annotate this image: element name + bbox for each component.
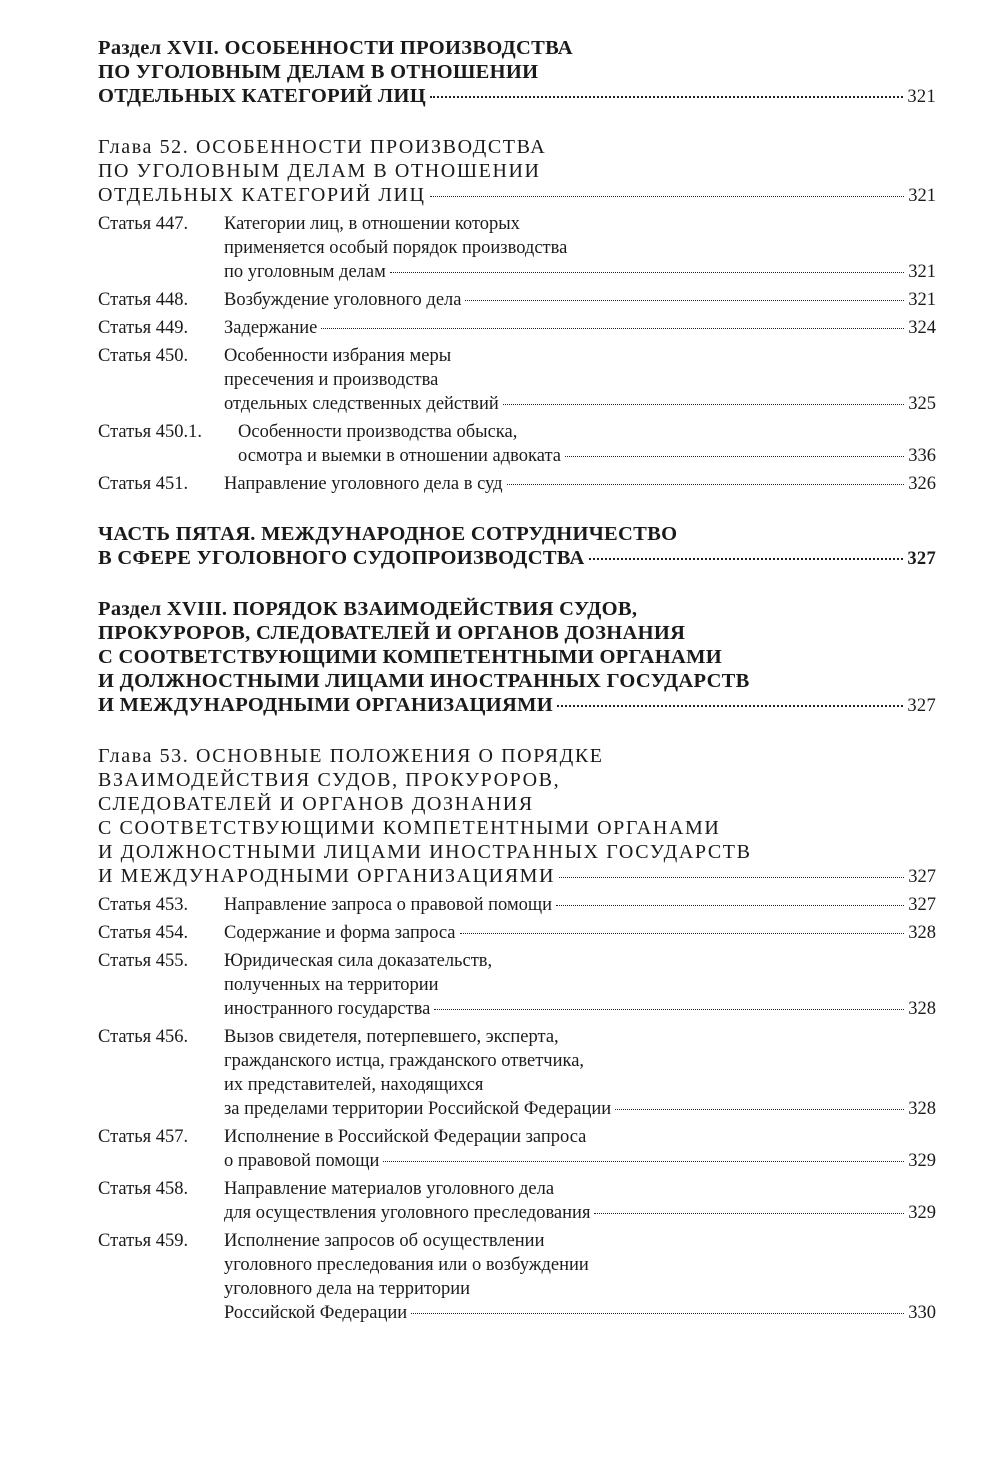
entry-title-line: Содержание и форма запроса bbox=[224, 923, 456, 943]
toc-line bbox=[98, 669, 936, 693]
dot-leader bbox=[430, 96, 903, 98]
entry-title-line: уголовного дела на территории bbox=[224, 1279, 471, 1299]
entry-title-line: ПО УГОЛОВНЫМ ДЕЛАМ В ОТНОШЕНИИ bbox=[98, 160, 541, 182]
page-number: 325 bbox=[908, 394, 936, 414]
page-number: 321 bbox=[908, 186, 936, 206]
article-number: Статья 458. bbox=[98, 1179, 189, 1199]
entry-title-line: осмотра и выемки в отношении адвоката bbox=[238, 446, 561, 466]
toc-article-entry[interactable] bbox=[98, 1229, 936, 1325]
toc-line bbox=[98, 921, 936, 945]
toc-line bbox=[98, 1125, 936, 1149]
article-number: Статья 448. bbox=[98, 290, 189, 310]
page-number: 329 bbox=[908, 1151, 936, 1171]
spacer bbox=[98, 496, 936, 522]
toc-line bbox=[98, 60, 936, 84]
page-number: 336 bbox=[908, 446, 936, 466]
dot-leader bbox=[559, 877, 904, 878]
toc-line bbox=[98, 597, 936, 621]
entry-title-line: И МЕЖДУНАРОДНЫМИ ОРГАНИЗАЦИЯМИ bbox=[98, 694, 554, 716]
toc-chapter-heading[interactable] bbox=[98, 135, 936, 208]
dot-leader bbox=[460, 933, 905, 934]
dot-leader bbox=[430, 196, 905, 197]
entry-title-line: ПРОКУРОРОВ, СЛЕДОВАТЕЛЕЙ И ОРГАНОВ ДОЗНАНИЯ bbox=[98, 622, 686, 644]
entry-title-line: их представителей, находящихся bbox=[224, 1075, 484, 1095]
entry-title-line: пресечения и производства bbox=[224, 370, 439, 390]
entry-title-line: Юридическая сила доказательств, bbox=[224, 951, 493, 971]
toc-section-heading[interactable] bbox=[98, 36, 936, 109]
toc-line bbox=[98, 744, 936, 768]
dot-leader bbox=[565, 456, 904, 457]
entry-title-line: гражданского истца, гражданского ответчика, bbox=[224, 1051, 585, 1071]
entry-title-line: Направление материалов уголовного дела bbox=[224, 1179, 555, 1199]
page-number: 329 bbox=[908, 1203, 936, 1223]
toc-line bbox=[98, 893, 936, 917]
toc-line bbox=[98, 1201, 936, 1225]
entry-title-line: С СООТВЕТСТВУЮЩИМИ КОМПЕТЕНТНЫМИ ОРГАНАМИ bbox=[98, 646, 722, 668]
toc-line bbox=[98, 368, 936, 392]
toc-article-entry[interactable] bbox=[98, 316, 936, 340]
entry-title-line: И ДОЛЖНОСТНЫМИ ЛИЦАМИ ИНОСТРАННЫХ ГОСУДАРСТВ bbox=[98, 670, 750, 692]
toc-line bbox=[98, 816, 936, 840]
entry-title-line: С СООТВЕТСТВУЮЩИМИ КОМПЕТЕНТНЫМИ ОРГАНАМИ bbox=[98, 817, 721, 839]
entry-title-line: о правовой помощи bbox=[224, 1151, 380, 1171]
entry-title-line: Категории лиц, в отношении которых bbox=[224, 214, 520, 234]
entry-title-line: Задержание bbox=[224, 318, 318, 338]
entry-title-line: отдельных следственных действий bbox=[224, 394, 499, 414]
toc-chapter-heading[interactable] bbox=[98, 744, 936, 889]
toc-part-heading[interactable] bbox=[98, 522, 936, 571]
entry-title-line: применяется особый порядок производства bbox=[224, 238, 568, 258]
page-number: 321 bbox=[908, 290, 936, 310]
toc-line bbox=[98, 864, 936, 889]
toc-line bbox=[98, 344, 936, 368]
dot-leader bbox=[434, 1009, 904, 1010]
entry-title-line: Исполнение запросов об осуществлении bbox=[224, 1231, 545, 1251]
toc-line bbox=[98, 1229, 936, 1253]
toc-line bbox=[98, 949, 936, 973]
toc-line bbox=[98, 444, 936, 468]
page-number: 321 bbox=[907, 87, 936, 107]
page-number: 328 bbox=[908, 999, 936, 1019]
toc-line bbox=[98, 420, 936, 444]
toc-line bbox=[98, 792, 936, 816]
dot-leader bbox=[556, 905, 904, 906]
entry-title-line: Исполнение в Российской Федерации запроса bbox=[224, 1127, 587, 1147]
toc-line bbox=[98, 768, 936, 792]
article-number: Статья 455. bbox=[98, 951, 189, 971]
toc-article-entry[interactable] bbox=[98, 288, 936, 312]
entry-title-line: ВЗАИМОДЕЙСТВИЯ СУДОВ, ПРОКУРОРОВ, bbox=[98, 769, 561, 791]
article-number: Статья 449. bbox=[98, 318, 189, 338]
entry-title-line: Раздел XVIII. ПОРЯДОК ВЗАИМОДЕЙСТВИЯ СУДОВ, bbox=[98, 598, 638, 620]
toc-line bbox=[98, 1049, 936, 1073]
toc-line bbox=[98, 621, 936, 645]
page-number: 328 bbox=[908, 923, 936, 943]
article-number: Статья 453. bbox=[98, 895, 189, 915]
toc-line bbox=[98, 236, 936, 260]
article-number: Статья 450. bbox=[98, 346, 189, 366]
toc-line bbox=[98, 522, 936, 546]
toc-line bbox=[98, 159, 936, 183]
page-number: 321 bbox=[908, 262, 936, 282]
toc-line bbox=[98, 135, 936, 159]
entry-title-line: Раздел XVII. ОСОБЕННОСТИ ПРОИЗВОДСТВА bbox=[98, 37, 573, 59]
dot-leader bbox=[503, 404, 904, 405]
toc-line bbox=[98, 183, 936, 208]
toc-line bbox=[98, 693, 936, 718]
entry-title-line: полученных на территории bbox=[224, 975, 439, 995]
toc-article-entry[interactable] bbox=[98, 472, 936, 496]
dot-leader bbox=[615, 1109, 904, 1110]
entry-title-line: В СФЕРЕ УГОЛОВНОГО СУДОПРОИЗВОДСТВА bbox=[98, 547, 585, 569]
dot-leader bbox=[411, 1313, 904, 1314]
entry-title-line: Особенности избрания меры bbox=[224, 346, 452, 366]
article-number: Статья 459. bbox=[98, 1231, 189, 1251]
spacer bbox=[98, 718, 936, 744]
entry-title-line: ОТДЕЛЬНЫХ КАТЕГОРИЙ ЛИЦ bbox=[98, 85, 426, 107]
article-number: Статья 457. bbox=[98, 1127, 189, 1147]
dot-leader bbox=[594, 1213, 904, 1214]
toc-line bbox=[98, 288, 936, 312]
toc-line bbox=[98, 1277, 936, 1301]
toc-section-heading[interactable] bbox=[98, 597, 936, 718]
entry-title-line: иностранного государства bbox=[224, 999, 431, 1019]
dot-leader bbox=[465, 300, 904, 301]
dot-leader bbox=[507, 484, 905, 485]
article-number: Статья 451. bbox=[98, 474, 189, 494]
toc-line bbox=[98, 260, 936, 284]
entry-title-line: по уголовным делам bbox=[224, 262, 386, 282]
toc-line bbox=[98, 212, 936, 236]
page-number: 327 bbox=[907, 696, 936, 716]
toc-article-entry[interactable] bbox=[98, 893, 936, 917]
dot-leader bbox=[321, 328, 904, 329]
entry-title-line: Вызов свидетеля, потерпевшего, эксперта, bbox=[224, 1027, 559, 1047]
toc-line bbox=[98, 645, 936, 669]
page-number: 324 bbox=[908, 318, 936, 338]
toc-article-entry[interactable] bbox=[98, 921, 936, 945]
toc-line bbox=[98, 546, 936, 571]
toc-line bbox=[98, 392, 936, 416]
dot-leader bbox=[589, 558, 904, 560]
entry-title-line: Особенности производства обыска, bbox=[238, 422, 518, 442]
toc-line bbox=[98, 1253, 936, 1277]
entry-title-line: ОТДЕЛЬНЫХ КАТЕГОРИЙ ЛИЦ bbox=[98, 184, 426, 206]
toc-line bbox=[98, 1073, 936, 1097]
toc-line bbox=[98, 1097, 936, 1121]
article-number: Статья 450.1. bbox=[98, 422, 203, 442]
entry-title-line: СЛЕДОВАТЕЛЕЙ И ОРГАНОВ ДОЗНАНИЯ bbox=[98, 793, 534, 815]
toc-line bbox=[98, 1301, 936, 1325]
article-number: Статья 454. bbox=[98, 923, 189, 943]
toc-article-entry[interactable] bbox=[98, 344, 936, 416]
entry-title-line: ПО УГОЛОВНЫМ ДЕЛАМ В ОТНОШЕНИИ bbox=[98, 61, 539, 83]
entry-title-line: Глава 53. ОСНОВНЫЕ ПОЛОЖЕНИЯ О ПОРЯДКЕ bbox=[98, 745, 604, 767]
toc-article-entry[interactable] bbox=[98, 1125, 936, 1173]
toc-line bbox=[98, 36, 936, 60]
dot-leader bbox=[557, 705, 903, 707]
toc-article-entry[interactable] bbox=[98, 212, 936, 284]
toc-article-entry[interactable] bbox=[98, 949, 936, 1021]
dot-leader bbox=[383, 1161, 904, 1162]
entry-title-line: Направление уголовного дела в суд bbox=[224, 474, 503, 494]
table-of-contents bbox=[98, 36, 936, 1325]
entry-title-line: уголовного преследования или о возбуждении bbox=[224, 1255, 589, 1275]
page-number: 327 bbox=[908, 895, 936, 915]
page-number: 326 bbox=[908, 474, 936, 494]
entry-title-line: И МЕЖДУНАРОДНЫМИ ОРГАНИЗАЦИЯМИ bbox=[98, 865, 556, 887]
toc-line bbox=[98, 84, 936, 109]
entry-title-line: за пределами территории Российской Федерации bbox=[224, 1099, 612, 1119]
entry-title-line: И ДОЛЖНОСТНЫМИ ЛИЦАМИ ИНОСТРАННЫХ ГОСУДАРСТВ bbox=[98, 841, 752, 863]
toc-line bbox=[98, 997, 936, 1021]
entry-title-line: Направление запроса о правовой помощи bbox=[224, 895, 553, 915]
entry-title-line: для осуществления уголовного преследования bbox=[224, 1203, 591, 1223]
toc-line bbox=[98, 1177, 936, 1201]
toc-article-entry[interactable] bbox=[98, 1025, 936, 1121]
dot-leader bbox=[390, 272, 904, 273]
page-number: 327 bbox=[907, 549, 936, 569]
article-number: Статья 447. bbox=[98, 214, 189, 234]
toc-line bbox=[98, 472, 936, 496]
page-number: 328 bbox=[908, 1099, 936, 1119]
toc-article-entry[interactable] bbox=[98, 420, 936, 468]
page-number: 330 bbox=[908, 1303, 936, 1323]
entry-title-line: ЧАСТЬ ПЯТАЯ. МЕЖДУНАРОДНОЕ СОТРУДНИЧЕСТВО bbox=[98, 523, 678, 545]
toc-line bbox=[98, 973, 936, 997]
entry-title-line: Глава 52. ОСОБЕННОСТИ ПРОИЗВОДСТВА bbox=[98, 136, 547, 158]
toc-line bbox=[98, 840, 936, 864]
article-number: Статья 456. bbox=[98, 1027, 189, 1047]
entry-title-line: Возбуждение уголовного дела bbox=[224, 290, 462, 310]
spacer bbox=[98, 109, 936, 135]
toc-article-entry[interactable] bbox=[98, 1177, 936, 1225]
spacer bbox=[98, 571, 936, 597]
toc-line bbox=[98, 1025, 936, 1049]
toc-line bbox=[98, 316, 936, 340]
page-number: 327 bbox=[908, 867, 936, 887]
toc-line bbox=[98, 1149, 936, 1173]
entry-title-line: Российской Федерации bbox=[224, 1303, 408, 1323]
